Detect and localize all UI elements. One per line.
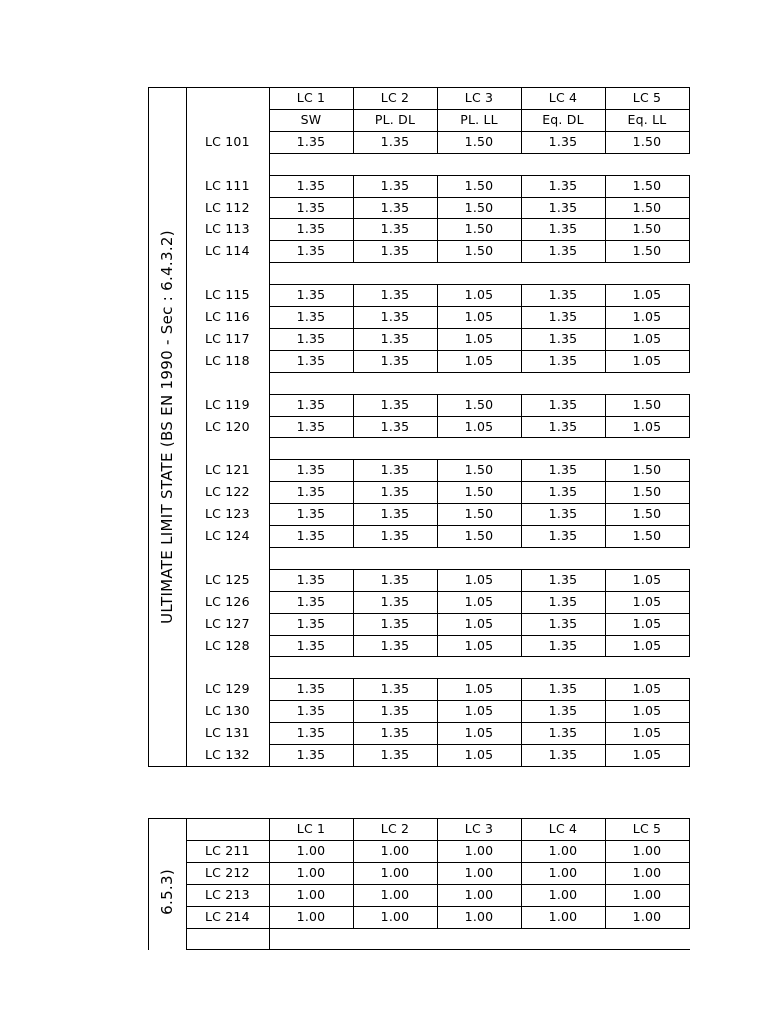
row-label-lc-114: LC 114 <box>205 243 250 259</box>
row-lc-211-value-5: 1.00 <box>632 842 662 858</box>
row-lc-113-value-5: 1.50 <box>632 221 662 237</box>
grid-line <box>689 840 690 863</box>
row-lc-124-value-4: 1.35 <box>548 528 578 543</box>
row-lc-123-value-4: 1.35 <box>548 506 578 522</box>
row-lc-115-value-3: 1.05 <box>464 287 494 303</box>
row-lc-127-value-3: 1.05 <box>464 615 494 631</box>
row-lc-128-value-2: 1.35 <box>380 637 410 653</box>
grid-line <box>269 547 270 570</box>
grid-line <box>269 153 690 154</box>
row-label-lc-124: LC 124 <box>205 528 250 543</box>
row-lc-131-value-3: 1.05 <box>464 725 494 741</box>
row-lc-111-value-4: 1.35 <box>548 177 578 193</box>
uls-header-lc-value-3: LC 3 <box>464 90 494 105</box>
grid-line <box>689 394 690 417</box>
row-label-lc-131: LC 131 <box>205 725 250 741</box>
row-lc-120-value-4: 1.35 <box>548 418 578 434</box>
row-lc-120-value-5: 1.05 <box>632 418 662 434</box>
grid-line <box>269 766 690 767</box>
row-lc-128-value-3: 1.05 <box>464 637 494 653</box>
row-lc-121-value-1: 1.35 <box>296 462 326 478</box>
row-lc-116-value-1: 1.35 <box>296 309 326 324</box>
row-lc-126-value-5: 1.05 <box>632 593 662 609</box>
row-lc-117-value-2: 1.35 <box>380 330 410 346</box>
row-lc-119-value-4: 1.35 <box>548 396 578 412</box>
row-lc-117-value-5: 1.05 <box>632 330 662 346</box>
grid-line <box>689 175 690 198</box>
grid-line <box>689 525 690 548</box>
sls-header-lc-value-2: LC 2 <box>380 821 410 836</box>
row-label-lc-214: LC 214 <box>205 908 250 924</box>
grid-line <box>269 372 270 395</box>
row-lc-113-value-3: 1.50 <box>464 221 494 237</box>
grid-line <box>689 350 690 373</box>
grid-line <box>689 284 690 307</box>
row-lc-132-value-2: 1.35 <box>380 747 410 762</box>
row-lc-119-value-1: 1.35 <box>296 396 326 412</box>
grid-line <box>689 591 690 614</box>
row-lc-132-value-3: 1.05 <box>464 747 494 762</box>
row-lc-123-value-1: 1.35 <box>296 506 326 522</box>
grid-line <box>689 481 690 504</box>
row-lc-129-value-3: 1.05 <box>464 681 494 697</box>
grid-line <box>269 656 270 679</box>
row-lc-213-value-4: 1.00 <box>548 886 578 902</box>
grid-line <box>689 700 690 723</box>
grid-line <box>689 722 690 745</box>
row-lc-213-value-1: 1.00 <box>296 886 326 902</box>
row-lc-124-value-1: 1.35 <box>296 528 326 543</box>
row-label-lc-127: LC 127 <box>205 615 250 631</box>
sls-frame-inner <box>186 818 187 950</box>
row-lc-113-value-1: 1.35 <box>296 221 326 237</box>
row-lc-101-value-5: 1.50 <box>632 133 662 149</box>
row-lc-115-value-5: 1.05 <box>632 287 662 303</box>
grid-line <box>689 906 690 929</box>
row-lc-129-value-4: 1.35 <box>548 681 578 697</box>
sls-title-fragment: 6.5.3) <box>158 869 176 915</box>
row-lc-119-value-2: 1.35 <box>380 396 410 412</box>
row-lc-120-value-3: 1.05 <box>464 418 494 434</box>
row-lc-130-value-3: 1.05 <box>464 703 494 719</box>
row-lc-111-value-3: 1.50 <box>464 177 494 193</box>
row-lc-118-value-1: 1.35 <box>296 352 326 368</box>
row-lc-212-value-2: 1.00 <box>380 864 410 880</box>
row-lc-214-value-1: 1.00 <box>296 908 326 924</box>
sls-header-lc-value-3: LC 3 <box>464 821 494 836</box>
grid-line <box>269 656 690 657</box>
grid-line <box>269 153 270 176</box>
row-lc-114-value-3: 1.50 <box>464 243 494 259</box>
row-lc-213-value-5: 1.00 <box>632 886 662 902</box>
row-lc-118-value-4: 1.35 <box>548 352 578 368</box>
uls-frame-inner <box>186 87 187 767</box>
row-label-lc-125: LC 125 <box>205 571 250 587</box>
sls-frame-left <box>148 818 149 950</box>
row-lc-122-value-1: 1.35 <box>296 484 326 500</box>
row-lc-111-value-2: 1.35 <box>380 177 410 193</box>
row-lc-118-value-2: 1.35 <box>380 352 410 368</box>
row-lc-119-value-3: 1.50 <box>464 396 494 412</box>
row-label-lc-118: LC 118 <box>205 352 250 368</box>
row-lc-112-value-4: 1.35 <box>548 199 578 215</box>
grid-line <box>689 131 690 154</box>
uls-frame-top <box>148 87 269 88</box>
row-lc-129-value-1: 1.35 <box>296 681 326 697</box>
row-lc-131-value-2: 1.35 <box>380 725 410 741</box>
uls-header-type-value-4: Eq. DL <box>542 111 584 127</box>
row-lc-214-value-4: 1.00 <box>548 908 578 924</box>
grid-line <box>269 547 690 548</box>
grid-line <box>186 928 269 929</box>
row-label-lc-213: LC 213 <box>205 886 250 902</box>
row-lc-112-value-5: 1.50 <box>632 199 662 215</box>
row-lc-123-value-3: 1.50 <box>464 506 494 522</box>
grid-line <box>269 928 270 951</box>
grid-line <box>269 372 690 373</box>
row-lc-116-value-5: 1.05 <box>632 309 662 324</box>
row-lc-127-value-5: 1.05 <box>632 615 662 631</box>
grid-line <box>269 928 690 929</box>
grid-line <box>689 635 690 658</box>
grid-line <box>689 569 690 592</box>
sls-frame-top <box>148 818 269 819</box>
row-lc-122-value-4: 1.35 <box>548 484 578 500</box>
row-lc-132-value-4: 1.35 <box>548 747 578 762</box>
row-label-lc-126: LC 126 <box>205 593 250 609</box>
sls-header-lc-value-4: LC 4 <box>548 821 578 836</box>
row-label-lc-115: LC 115 <box>205 287 250 303</box>
grid-line <box>689 459 690 482</box>
row-lc-121-value-4: 1.35 <box>548 462 578 478</box>
row-lc-129-value-5: 1.05 <box>632 681 662 697</box>
grid-line <box>269 437 690 438</box>
row-lc-114-value-4: 1.35 <box>548 243 578 259</box>
row-lc-130-value-1: 1.35 <box>296 703 326 719</box>
uls-header-type-value-2: PL. DL <box>374 111 416 127</box>
row-lc-214-value-2: 1.00 <box>380 908 410 924</box>
row-lc-126-value-4: 1.35 <box>548 593 578 609</box>
row-label-lc-121: LC 121 <box>205 462 250 478</box>
grid-line <box>689 306 690 329</box>
row-label-lc-129: LC 129 <box>205 681 250 697</box>
row-lc-212-value-3: 1.00 <box>464 864 494 880</box>
row-label-lc-122: LC 122 <box>205 484 250 500</box>
uls-header-lc-value-2: LC 2 <box>380 90 410 105</box>
row-lc-122-value-3: 1.50 <box>464 484 494 500</box>
row-lc-211-value-1: 1.00 <box>296 842 326 858</box>
row-label-lc-117: LC 117 <box>205 330 250 346</box>
row-lc-115-value-2: 1.35 <box>380 287 410 303</box>
row-lc-114-value-1: 1.35 <box>296 243 326 259</box>
row-label-lc-211: LC 211 <box>205 842 250 858</box>
grid-line <box>689 818 690 841</box>
uls-title: ULTIMATE LIMIT STATE (BS EN 1990 - Sec : 6.4.3.2) <box>158 229 176 624</box>
uls-header-lc-value-4: LC 4 <box>548 90 578 105</box>
row-lc-115-value-4: 1.35 <box>548 287 578 303</box>
row-label-lc-101: LC 101 <box>205 133 250 149</box>
grid-line <box>689 862 690 885</box>
row-lc-127-value-1: 1.35 <box>296 615 326 631</box>
row-lc-123-value-2: 1.35 <box>380 506 410 522</box>
row-lc-114-value-2: 1.35 <box>380 243 410 259</box>
grid-line <box>689 744 690 767</box>
row-label-lc-116: LC 116 <box>205 309 250 324</box>
row-lc-126-value-1: 1.35 <box>296 593 326 609</box>
row-lc-112-value-1: 1.35 <box>296 199 326 215</box>
row-label-lc-119: LC 119 <box>205 396 250 412</box>
row-lc-131-value-1: 1.35 <box>296 725 326 741</box>
uls-frame-bottom <box>148 766 269 767</box>
row-lc-114-value-5: 1.50 <box>632 243 662 259</box>
row-lc-115-value-1: 1.35 <box>296 287 326 303</box>
row-lc-125-value-3: 1.05 <box>464 571 494 587</box>
row-lc-111-value-1: 1.35 <box>296 177 326 193</box>
uls-header-type-value-3: PL. LL <box>460 111 498 127</box>
row-lc-120-value-2: 1.35 <box>380 418 410 434</box>
row-label-lc-111: LC 111 <box>205 177 250 193</box>
uls-frame-left <box>148 87 149 767</box>
grid-line <box>689 197 690 220</box>
row-label-lc-123: LC 123 <box>205 506 250 522</box>
row-lc-131-value-4: 1.35 <box>548 725 578 741</box>
row-lc-212-value-4: 1.00 <box>548 864 578 880</box>
uls-header-type-value-1: SW <box>300 111 322 127</box>
row-lc-112-value-3: 1.50 <box>464 199 494 215</box>
row-lc-213-value-2: 1.00 <box>380 886 410 902</box>
row-lc-101-value-2: 1.35 <box>380 133 410 149</box>
row-label-lc-112: LC 112 <box>205 199 250 215</box>
row-label-lc-130: LC 130 <box>205 703 250 719</box>
grid-line <box>689 678 690 701</box>
row-lc-128-value-4: 1.35 <box>548 637 578 653</box>
row-lc-127-value-4: 1.35 <box>548 615 578 631</box>
row-lc-101-value-3: 1.50 <box>464 133 494 149</box>
row-lc-126-value-2: 1.35 <box>380 593 410 609</box>
row-lc-116-value-4: 1.35 <box>548 309 578 324</box>
row-lc-121-value-3: 1.50 <box>464 462 494 478</box>
row-lc-126-value-3: 1.05 <box>464 593 494 609</box>
row-lc-111-value-5: 1.50 <box>632 177 662 193</box>
row-lc-127-value-2: 1.35 <box>380 615 410 631</box>
sls-cut-line <box>186 949 690 950</box>
row-lc-214-value-3: 1.00 <box>464 908 494 924</box>
row-lc-116-value-3: 1.05 <box>464 309 494 324</box>
row-lc-125-value-5: 1.05 <box>632 571 662 587</box>
row-lc-124-value-5: 1.50 <box>632 528 662 543</box>
row-lc-213-value-3: 1.00 <box>464 886 494 902</box>
grid-line <box>689 503 690 526</box>
row-lc-118-value-5: 1.05 <box>632 352 662 368</box>
row-lc-118-value-3: 1.05 <box>464 352 494 368</box>
row-lc-112-value-2: 1.35 <box>380 199 410 215</box>
grid-line <box>689 613 690 636</box>
uls-header-lc-value-5: LC 5 <box>632 90 662 105</box>
uls-header-lc-value-1: LC 1 <box>296 90 326 105</box>
grid-line <box>689 328 690 351</box>
grid-line <box>689 109 690 132</box>
row-lc-131-value-5: 1.05 <box>632 725 662 741</box>
row-lc-130-value-4: 1.35 <box>548 703 578 719</box>
row-lc-117-value-3: 1.05 <box>464 330 494 346</box>
row-lc-116-value-2: 1.35 <box>380 309 410 324</box>
grid-line <box>689 218 690 241</box>
grid-line <box>269 262 690 263</box>
grid-line <box>689 884 690 907</box>
uls-header-type-value-5: Eq. LL <box>627 111 667 127</box>
row-label-lc-128: LC 128 <box>205 637 250 653</box>
row-lc-132-value-1: 1.35 <box>296 747 326 762</box>
row-lc-119-value-5: 1.50 <box>632 396 662 412</box>
row-lc-211-value-4: 1.00 <box>548 842 578 858</box>
row-lc-124-value-3: 1.50 <box>464 528 494 543</box>
row-lc-120-value-1: 1.35 <box>296 418 326 434</box>
row-label-lc-132: LC 132 <box>205 747 250 762</box>
row-lc-113-value-4: 1.35 <box>548 221 578 237</box>
row-lc-122-value-5: 1.50 <box>632 484 662 500</box>
row-lc-125-value-4: 1.35 <box>548 571 578 587</box>
grid-line <box>689 416 690 439</box>
row-lc-214-value-5: 1.00 <box>632 908 662 924</box>
grid-line <box>269 262 270 285</box>
row-lc-101-value-1: 1.35 <box>296 133 326 149</box>
sls-header-lc-value-5: LC 5 <box>632 821 662 836</box>
row-lc-121-value-2: 1.35 <box>380 462 410 478</box>
sls-header-lc-value-1: LC 1 <box>296 821 326 836</box>
row-lc-130-value-2: 1.35 <box>380 703 410 719</box>
row-lc-113-value-2: 1.35 <box>380 221 410 237</box>
row-label-lc-212: LC 212 <box>205 864 250 880</box>
row-lc-125-value-2: 1.35 <box>380 571 410 587</box>
row-lc-211-value-3: 1.00 <box>464 842 494 858</box>
row-lc-128-value-1: 1.35 <box>296 637 326 653</box>
row-lc-123-value-5: 1.50 <box>632 506 662 522</box>
row-lc-117-value-4: 1.35 <box>548 330 578 346</box>
row-lc-122-value-2: 1.35 <box>380 484 410 500</box>
row-label-lc-120: LC 120 <box>205 418 250 434</box>
row-lc-132-value-5: 1.05 <box>632 747 662 762</box>
grid-line <box>269 437 270 460</box>
row-lc-101-value-4: 1.35 <box>548 133 578 149</box>
row-lc-124-value-2: 1.35 <box>380 528 410 543</box>
row-lc-212-value-1: 1.00 <box>296 864 326 880</box>
row-lc-130-value-5: 1.05 <box>632 703 662 719</box>
row-label-lc-113: LC 113 <box>205 221 250 237</box>
grid-line <box>689 240 690 263</box>
grid-line <box>689 87 690 110</box>
row-lc-117-value-1: 1.35 <box>296 330 326 346</box>
row-lc-212-value-5: 1.00 <box>632 864 662 880</box>
row-lc-211-value-2: 1.00 <box>380 842 410 858</box>
row-lc-125-value-1: 1.35 <box>296 571 326 587</box>
row-lc-121-value-5: 1.50 <box>632 462 662 478</box>
row-lc-129-value-2: 1.35 <box>380 681 410 697</box>
row-lc-128-value-5: 1.05 <box>632 637 662 653</box>
